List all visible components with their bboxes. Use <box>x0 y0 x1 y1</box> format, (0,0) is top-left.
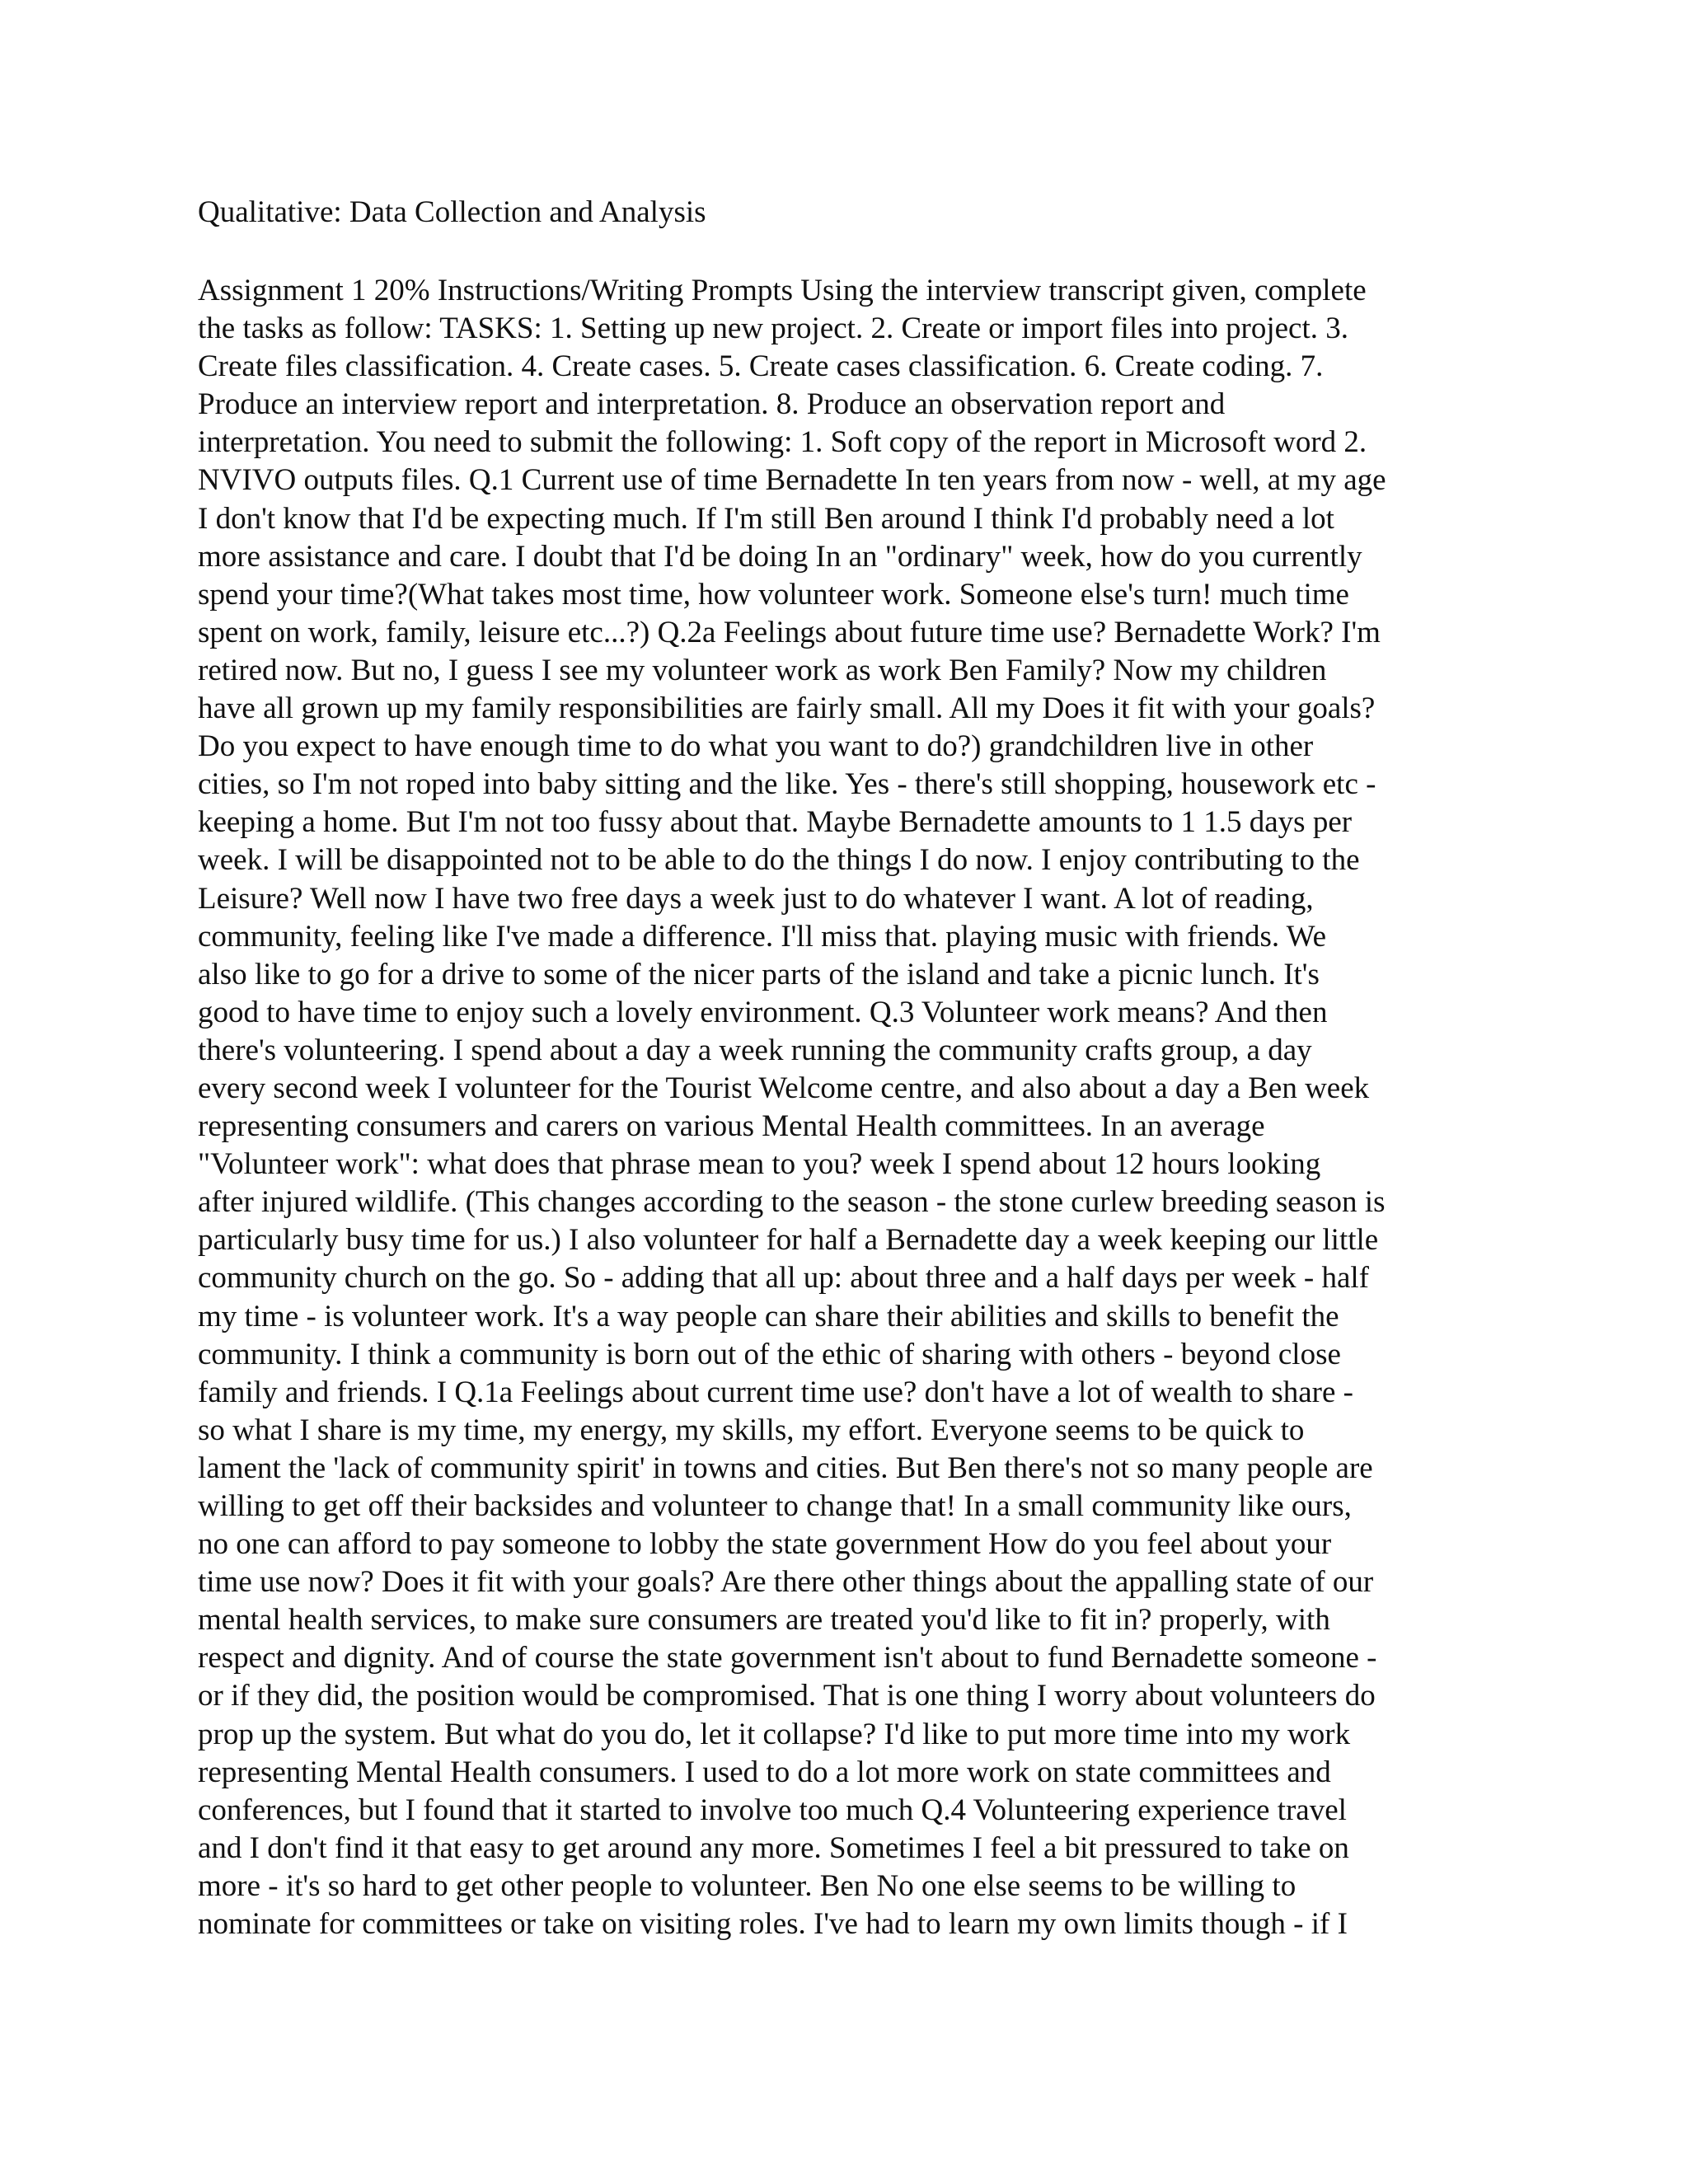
body-line: representing consumers and carers on various Mental Health committees. In an average <box>198 1109 1265 1144</box>
body-line: willing to get off their backsides and volunteer to change that! In a small community like ours, <box>198 1489 1352 1523</box>
body-line: Leisure? Well now I have two free days a week just to do whatever I want. A lot of reading, <box>198 881 1314 916</box>
body-line: after injured wildlife. (This changes according to the season - the stone curlew breeding season is <box>198 1185 1386 1220</box>
body-line: "Volunteer work": what does that phrase mean to you? week I spend about 12 hours looking <box>198 1147 1321 1182</box>
body-line: nominate for committees or take on visiting roles. I've had to learn my own limits though - if I <box>198 1907 1348 1942</box>
body-line: Produce an interview report and interpretation. 8. Produce an observation report and <box>198 387 1226 422</box>
body-line: good to have time to enjoy such a lovely environment. Q.3 Volunteer work means? And then <box>198 995 1328 1029</box>
body-line: Do you expect to have enough time to do what you want to do?) grandchildren live in other <box>198 729 1314 764</box>
body-line: week. I will be disappointed not to be able to do the things I do now. I enjoy contributing to the <box>198 843 1360 878</box>
body-line: community. I think a community is born out of the ethic of sharing with others - beyond close <box>198 1337 1341 1371</box>
body-line: my time - is volunteer work. It's a way people can share their abilities and skills to benefit the <box>198 1299 1339 1333</box>
body-line: have all grown up my family responsibilities are fairly small. All my Does it fit with your goals? <box>198 691 1376 726</box>
body-line: community church on the go. So - adding that all up: about three and a half days per week - half <box>198 1261 1369 1296</box>
body-line: the tasks as follow: TASKS: 1. Setting up new project. 2. Create or import files into project. 3. <box>198 312 1348 346</box>
body-line: community, feeling like I've made a difference. I'll miss that. playing music with friends. We <box>198 919 1327 954</box>
body-line: particularly busy time for us.) I also volunteer for half a Bernadette day a week keeping our little <box>198 1223 1379 1258</box>
body-line: spent on work, family, leisure etc...?) Q.2a Feelings about future time use? Bernadette Work? I'm <box>198 615 1381 649</box>
body-line: no one can afford to pay someone to lobby the state government How do you feel about your <box>198 1527 1332 1562</box>
body-line: spend your time?(What takes most time, how volunteer work. Someone else's turn! much time <box>198 577 1349 612</box>
body-line: more assistance and care. I doubt that I'd be doing In an "ordinary" week, how do you currently <box>198 539 1362 574</box>
body-line: lament the 'lack of community spirit' in towns and cities. But Ben there's not so many people are <box>198 1451 1373 1485</box>
body-line: NVIVO outputs files. Q.1 Current use of time Bernadette In ten years from now - well, at my age <box>198 463 1386 498</box>
body-line: more - it's so hard to get other people to volunteer. Ben No one else seems to be willing to <box>198 1868 1296 1903</box>
body-line: family and friends. I Q.1a Feelings about current time use? don't have a lot of wealth to share - <box>198 1375 1353 1409</box>
body-line: cities, so I'm not roped into baby sitting and the like. Yes - there's still shopping, housework etc - <box>198 767 1376 802</box>
body-line: interpretation. You need to submit the following: 1. Soft copy of the report in Microsoft word 2. <box>198 425 1367 460</box>
body-line: every second week I volunteer for the Tourist Welcome centre, and also about a day a Ben week <box>198 1071 1370 1105</box>
body-line: conferences, but I found that it started to involve too much Q.4 Volunteering experience travel <box>198 1793 1347 1827</box>
body-line: mental health services, to make sure consumers are treated you'd like to fit in? properly, with <box>198 1603 1330 1638</box>
body-line: Create files classification. 4. Create cases. 5. Create cases classification. 6. Create coding. 7. <box>198 349 1324 384</box>
body-line: and I don't find it that easy to get around any more. Sometimes I feel a bit pressured to take on <box>198 1830 1349 1865</box>
body-line: respect and dignity. And of course the state government isn't about to fund Bernadette someone - <box>198 1641 1377 1675</box>
body-line: also like to go for a drive to some of the nicer parts of the island and take a picnic lunch. It's <box>198 957 1320 991</box>
document-title: Qualitative: Data Collection and Analysis <box>198 195 706 229</box>
body-line: I don't know that I'd be expecting much. If I'm still Ben around I think I'd probably need a lot <box>198 501 1334 536</box>
body-line: time use now? Does it fit with your goals? Are there other things about the appalling state of our <box>198 1565 1374 1600</box>
body-line: so what I share is my time, my energy, my skills, my effort. Everyone seems to be quick to <box>198 1413 1305 1447</box>
body-line: or if they did, the position would be compromised. That is one thing I worry about volunteers do <box>198 1679 1376 1713</box>
body-line: representing Mental Health consumers. I used to do a lot more work on state committees and <box>198 1755 1331 1789</box>
body-line: there's volunteering. I spend about a day a week running the community crafts group, a day <box>198 1033 1312 1067</box>
body-line: keeping a home. But I'm not too fussy about that. Maybe Bernadette amounts to 1 1.5 days per <box>198 805 1353 840</box>
body-line: retired now. But no, I guess I see my volunteer work as work Ben Family? Now my children <box>198 653 1327 687</box>
body-line: prop up the system. But what do you do, let it collapse? I'd like to put more time into my work <box>198 1717 1351 1751</box>
body-line: Assignment 1 20% Instructions/Writing Prompts Using the interview transcript given, complete <box>198 274 1367 307</box>
document-body <box>198 272 1517 1943</box>
